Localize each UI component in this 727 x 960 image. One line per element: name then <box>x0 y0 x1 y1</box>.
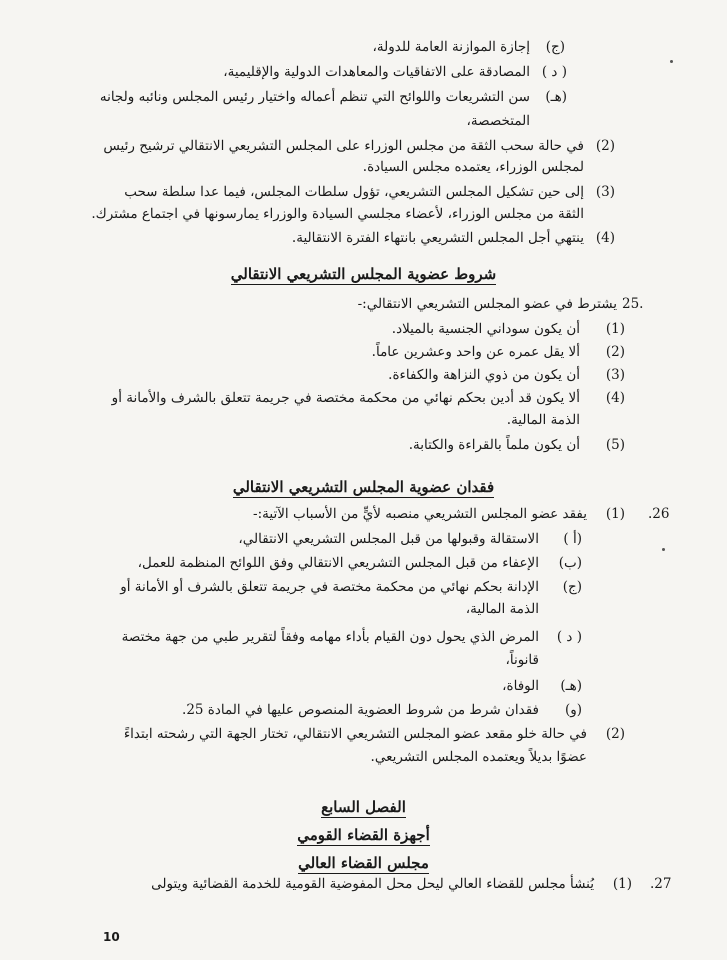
condition-text: أن يكون من ذوي النزاهة والكفاءة. <box>388 367 580 383</box>
reason-text: الإدانة بحكم نهائي من محكمة مختصة في جريمة تتعلق بالشرف أو الأمانة أو <box>120 579 539 595</box>
article-intro: يشترط في عضو المجلس التشريعي الانتقالي:- <box>357 296 617 312</box>
reason-marker: (ب) <box>558 555 582 571</box>
reason-text: فقدان شرط من شروط العضوية المنصوص عليها في المادة 25. <box>182 702 539 718</box>
paragraph-text: إلى حين تشكيل المجلس التشريعي، تؤول سلطات المجلس، فيما عدا سلطة سحب <box>124 184 584 200</box>
reason-marker: ( د ) <box>556 629 582 645</box>
scan-speck <box>670 60 673 63</box>
page-number: 10 <box>103 930 120 944</box>
reason-text: الوفاة، <box>502 678 539 694</box>
reason-text: الاستقالة وقبولها من قبل المجلس التشريعي الانتقالي، <box>238 531 539 547</box>
condition-text: أن يكون سوداني الجنسية بالميلاد. <box>391 321 580 337</box>
paragraph-marker: (1) <box>605 506 625 522</box>
section-heading: مجلس القضاء العالي <box>298 854 429 872</box>
condition-text: أن يكون ملماً بالقراءة والكتابة. <box>408 437 580 453</box>
clause-marker: ( د ) <box>541 64 567 80</box>
reason-marker: (ج) <box>562 579 582 595</box>
paragraph-text: لمجلس الوزراء، يعتمده مجلس السيادة. <box>362 159 584 175</box>
clause-text: المصادقة على الاتفاقيات والمعاهدات الدولية والإقليمية، <box>223 64 530 80</box>
clause-marker: (هـ) <box>545 89 567 105</box>
article-number: .26 <box>648 506 670 522</box>
section-heading: فقدان عضوية المجلس التشريعي الانتقالي <box>232 478 495 496</box>
condition-marker: (4) <box>605 390 625 406</box>
condition-text: الذمة المالية. <box>506 412 580 428</box>
condition-marker: (3) <box>605 367 625 383</box>
reason-text: الإعفاء من قبل المجلس التشريعي الانتقالي وفق اللوائح المنظمة للعمل، <box>137 555 539 571</box>
article-number: .27 <box>650 876 672 892</box>
reason-text: قانوناً، <box>505 652 539 668</box>
paragraph-text: الثقة من مجلس الوزراء، لأعضاء مجلسي السيادة والوزراء يمارسونها في اجتماع مشترك. <box>91 206 584 222</box>
clause-text: سن التشريعات واللوائح التي تنظم أعماله واختيار رئيس المجلس ونائبه ولجانه <box>99 89 530 105</box>
paragraph-marker: (1) <box>612 876 632 892</box>
condition-text: ألا يقل عمره عن واحد وعشرين عاماً. <box>371 344 580 360</box>
reason-marker: (و) <box>564 702 582 718</box>
paragraph-text: في حالة سحب الثقة من مجلس الوزراء على المجلس التشريعي الانتقالي ترشيح رئيس <box>103 138 584 154</box>
condition-marker: (2) <box>605 344 625 360</box>
paragraph-text: ينتهي أجل المجلس التشريعي بانتهاء الفترة الانتقالية. <box>291 230 584 246</box>
reason-text: الذمة المالية، <box>465 601 539 617</box>
reason-marker: (أ ) <box>563 531 582 547</box>
article-intro: يفقد عضو المجلس التشريعي منصبه لأيٍّ من الأسباب الآتية:- <box>253 506 587 522</box>
chapter-subtitle: أجهزة القضاء القومي <box>297 826 430 844</box>
paragraph-marker: (2) <box>605 726 625 742</box>
paragraph-text: عضوًا بديلاً ويعتمده المجلس التشريعي. <box>370 749 587 765</box>
paragraph-marker: (4) <box>595 230 615 246</box>
paragraph-marker: (2) <box>595 138 615 154</box>
condition-marker: (5) <box>605 437 625 453</box>
section-heading: شروط عضوية المجلس التشريعي الانتقالي <box>230 265 497 283</box>
chapter-title: الفصل السابع <box>321 798 406 816</box>
condition-marker: (1) <box>605 321 625 337</box>
condition-text: ألا يكون قد أدين بحكم نهائي من محكمة مختصة في جريمة تتعلق بالشرف والأمانة أو <box>111 390 580 406</box>
clause-marker: (ج) <box>545 39 565 55</box>
article-number: 25. <box>622 296 644 312</box>
clause-text: المتخصصة، <box>466 113 530 129</box>
reason-text: المرض الذي يحول دون القيام بأداء مهامه وفقاً لتقرير طبي من جهة مختصة <box>121 629 539 645</box>
paragraph-text: يُنشأ مجلس للقضاء العالي ليحل محل المفوضية القومية للخدمة القضائية ويتولى <box>151 876 594 892</box>
scan-speck <box>662 548 665 551</box>
reason-marker: (هـ) <box>560 678 582 694</box>
paragraph-text: في حالة خلو مقعد عضو المجلس التشريعي الانتقالي، تختار الجهة التي رشحته ابتداءً <box>123 726 587 742</box>
clause-text: إجازة الموازنة العامة للدولة، <box>372 39 530 55</box>
paragraph-marker: (3) <box>595 184 615 200</box>
